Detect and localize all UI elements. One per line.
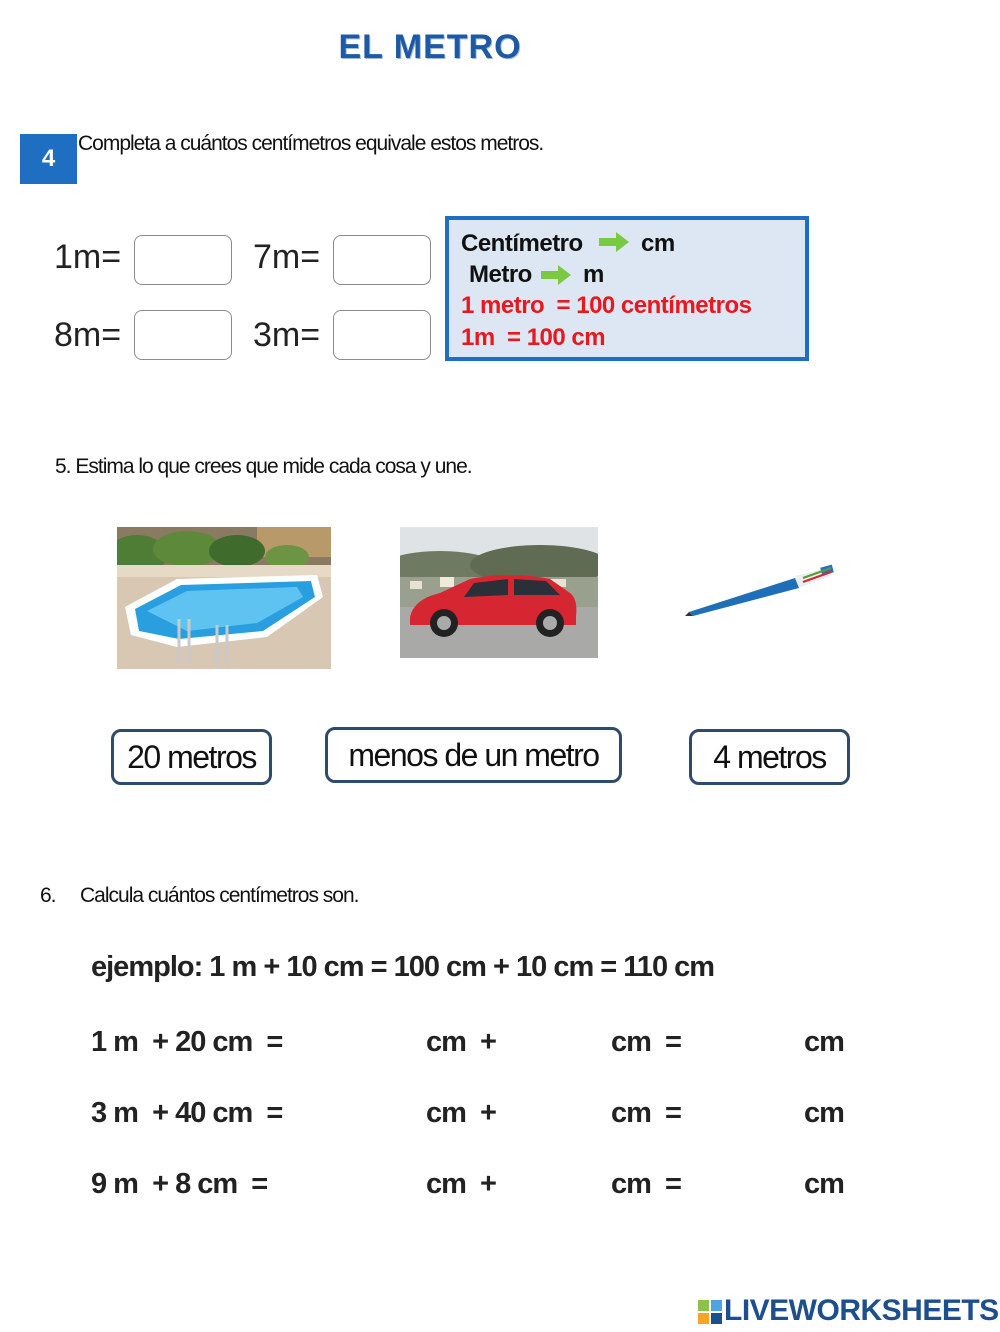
info-m: m [583,261,604,288]
answer-input-3m[interactable] [333,310,431,360]
row-1-cm-plus: cm + [426,1026,496,1058]
info-metro: Metro [469,261,532,288]
row-1-expression: 1 m + 20 cm = [91,1026,283,1058]
exercise-4-instruction: Completa a cuántos centímetros equivale estos metros. [78,132,544,155]
row-3-cm-plus: cm + [426,1168,496,1200]
eq-label-3m: 3m= [253,316,321,354]
pen-image [685,562,837,618]
row-3-cm-result: cm [804,1168,844,1200]
green-arrow-icon [599,232,629,252]
exercise-5-instruction: 5. Estima lo que crees que mide cada cosa y une. [55,455,472,478]
row-2-cm-equals: cm = [611,1097,681,1129]
row-1-cm-result: cm [804,1026,844,1058]
eq-label-1m: 1m= [54,238,122,276]
answer-input-1m[interactable] [134,235,232,285]
row-2-expression: 3 m + 40 cm = [91,1097,283,1129]
eq-label-8m: 8m= [54,316,122,354]
label-menos-de-un-metro[interactable]: menos de un metro [325,727,622,783]
exercise-6-number: 6. [40,884,56,907]
row-2-cm-plus: cm + [426,1097,496,1129]
pool-image [117,527,331,669]
liveworksheets-logo-icon [698,1300,722,1324]
row-2-cm-result: cm [804,1097,844,1129]
label-20-metros[interactable]: 20 metros [111,729,272,785]
exercise-6-instruction: Calcula cuántos centímetros son. [80,884,359,907]
green-arrow-icon [541,265,571,285]
info-centimetro: Centímetro [461,230,583,257]
page-title: EL METRO [338,28,522,66]
example-line: ejemplo: 1 m + 10 cm = 100 cm + 10 cm = 110 cm [91,951,715,983]
label-4-metros[interactable]: 4 metros [689,729,850,785]
answer-input-7m[interactable] [333,235,431,285]
row-3-cm-equals: cm = [611,1168,681,1200]
info-cm: cm [641,230,675,257]
row-1-cm-equals: cm = [611,1026,681,1058]
info-equivalence: 1 metro = 100 centímetros [461,292,752,319]
info-box [445,216,809,361]
answer-input-8m[interactable] [134,310,232,360]
exercise-4-badge: 4 [20,134,77,184]
info-equivalence-abbr: 1m = 100 cm [461,324,606,351]
car-image [400,527,598,658]
row-3-expression: 9 m + 8 cm = [91,1168,268,1200]
eq-label-7m: 7m= [253,238,321,276]
liveworksheets-logo-text: LIVEWORKSHEETS [724,1294,999,1327]
